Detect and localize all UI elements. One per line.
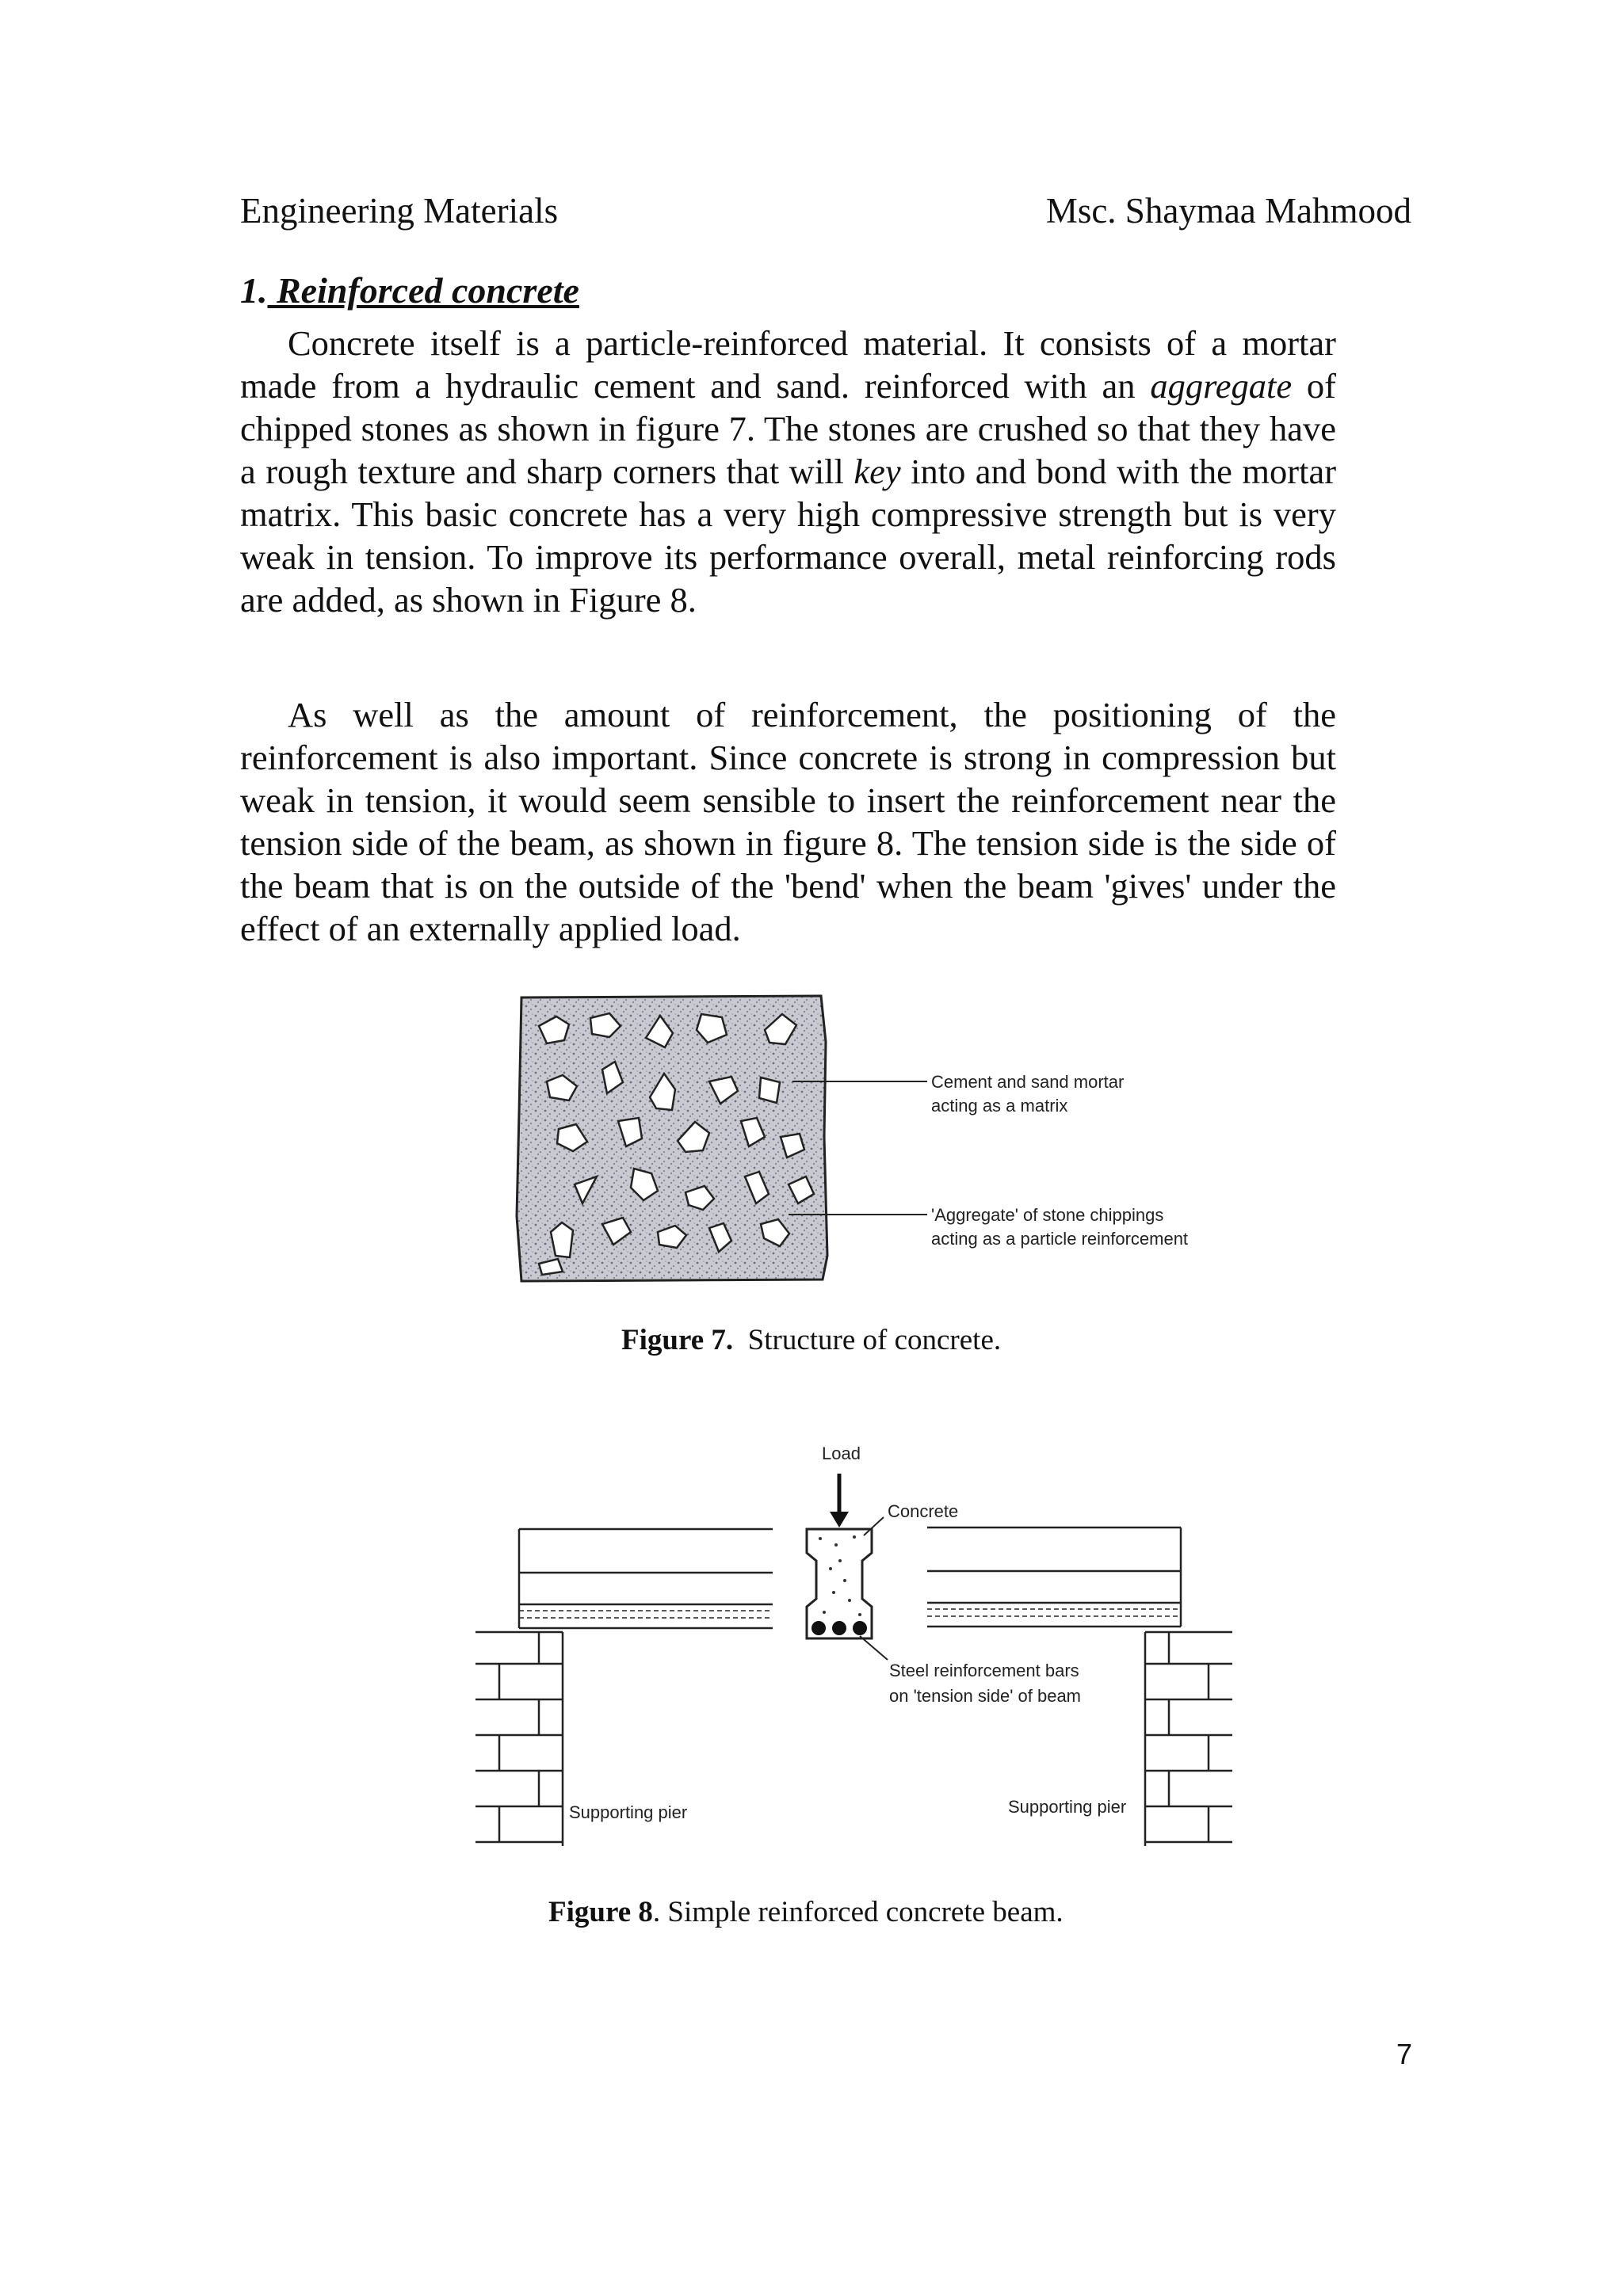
right-beam (927, 1527, 1181, 1627)
paragraph-1-part-2: of chipped stones as shown in figure 7. The stones are crushed so that they have a rough texture and sharp corners that will (240, 366, 1337, 491)
figure-7-caption (621, 1323, 1001, 1357)
paragraph-1-part-1: Concrete itself is a particle-reinforced material. It consists of a mortar made from a hydraulic cement and sand. reinforced with an (240, 323, 1336, 406)
section-title (240, 269, 579, 311)
left-beam (519, 1529, 773, 1628)
paragraph-1-part-3: into and bond with the mortar matrix. This basic concrete has a very high compressive strength but is very weak in tension. To improve its performance overall, metal reinforcing rods are added, as shown in Figure 8. (240, 452, 1337, 620)
label-pier-left: Supporting pier (569, 1802, 688, 1822)
right-pier (1145, 1632, 1232, 1846)
paragraph-1-italic-aggregate: aggregate (1150, 366, 1293, 406)
label-matrix-line-2: acting as a matrix (931, 1096, 1068, 1116)
label-aggregate-line-1: 'Aggregate' of stone chippings (931, 1205, 1164, 1225)
label-load: Load (822, 1444, 861, 1463)
figure-7-caption-text: Structure of concrete. (733, 1324, 1002, 1356)
label-matrix-line-1: Cement and sand mortar (931, 1072, 1125, 1092)
header-course-title: Engineering Materials (240, 191, 559, 231)
paragraph-2: As well as the amount of reinforcement, the positioning of the reinforcement is also important. Since concrete is strong in compression but weak in tension, it would seem sensible to insert the reinforcement near the tension side of the beam, as shown in figure 8. The tension side is the side of the beam that is on the outside of the 'bend' when the beam 'gives' under the effect of an externally applied load. (240, 695, 1336, 948)
paragraph-1-italic-key: key (854, 452, 901, 491)
figure-8-caption-label: Figure 8 (548, 1896, 653, 1928)
section-number: 1. (240, 270, 268, 311)
beam-cross-section (807, 1529, 872, 1638)
figure-8-caption (548, 1895, 1064, 1929)
figure-7-concrete-structure (515, 994, 1228, 1295)
section-title-text: Reinforced concrete (267, 270, 579, 311)
label-steel-line-1: Steel reinforcement bars (889, 1661, 1079, 1680)
load-arrow (830, 1474, 849, 1527)
figure-8-caption-text: . Simple reinforced concrete beam. (652, 1896, 1064, 1928)
label-aggregate-line-2: acting as a particle reinforcement (931, 1229, 1189, 1249)
label-steel-line-2: on 'tension side' of beam (889, 1686, 1081, 1706)
figure-7-caption-label: Figure 7. (621, 1324, 734, 1356)
steel-bars (812, 1621, 867, 1635)
page-number: 7 (1396, 2038, 1412, 2070)
paragraph-1 (240, 322, 1336, 621)
header-author: Msc. Shaymaa Mahmood (1045, 191, 1411, 231)
left-pier (475, 1632, 563, 1846)
label-pier-right: Supporting pier (1008, 1797, 1127, 1817)
figure-8-reinforced-beam (475, 1434, 1268, 1862)
label-concrete: Concrete (888, 1501, 959, 1521)
